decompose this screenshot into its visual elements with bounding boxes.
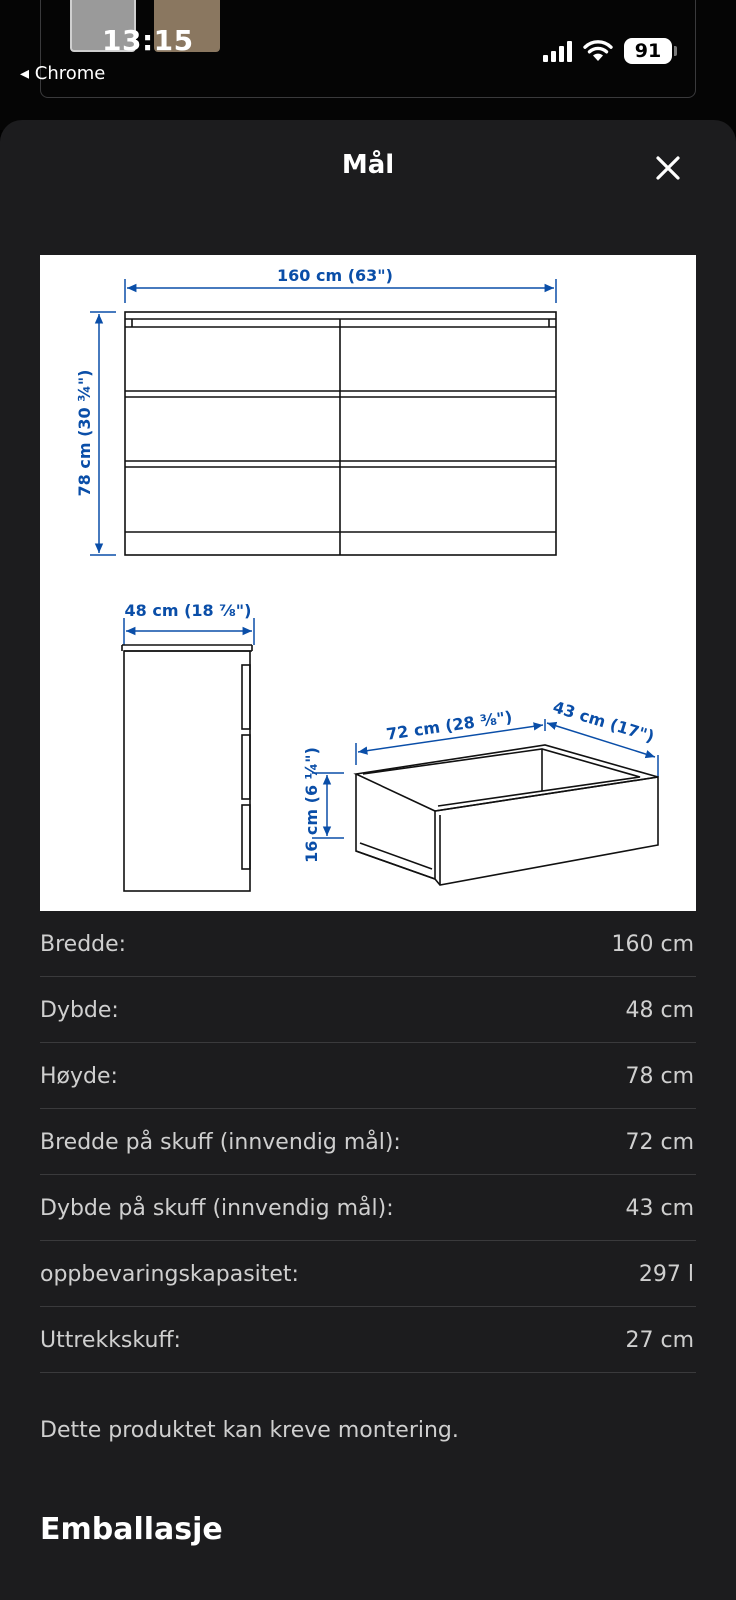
close-icon bbox=[655, 155, 681, 181]
dresser-side-view bbox=[122, 645, 252, 891]
drawer-height-label: 16 cm (6 ¼") bbox=[302, 747, 321, 863]
drawer-depth-label: 43 cm (17") bbox=[550, 697, 657, 747]
spec-value: 48 cm bbox=[625, 998, 694, 1023]
dresser-drawing bbox=[40, 255, 696, 911]
drawer-view bbox=[356, 745, 658, 885]
spec-row-height bbox=[40, 1043, 696, 1109]
battery-icon: 91 bbox=[624, 38, 672, 64]
assembly-note: Dette produktet kan kreve montering. bbox=[40, 1418, 459, 1443]
spec-value: 297 l bbox=[638, 1262, 694, 1287]
dimension-list bbox=[40, 911, 696, 1373]
dimensions-sheet bbox=[0, 120, 736, 1600]
spec-value: 43 cm bbox=[625, 1196, 694, 1221]
sheet-title: Mål bbox=[341, 150, 395, 180]
cellular-signal-icon bbox=[543, 40, 572, 62]
spec-row-storage-capacity bbox=[40, 1241, 696, 1307]
spec-label: Bredde: bbox=[40, 932, 127, 957]
background-page bbox=[0, 0, 736, 130]
status-indicators bbox=[543, 38, 672, 64]
spec-value: 78 cm bbox=[625, 1064, 694, 1089]
wifi-icon bbox=[582, 39, 614, 63]
spec-label: Bredde på skuff (innvendig mål): bbox=[40, 1130, 401, 1155]
dimension-lines bbox=[90, 279, 658, 838]
spec-row-drawer-depth bbox=[40, 1175, 696, 1241]
spec-row-width bbox=[40, 911, 696, 977]
spec-label: Dybde: bbox=[40, 998, 119, 1023]
spec-value: 27 cm bbox=[625, 1328, 694, 1353]
dresser-front-view bbox=[125, 312, 556, 555]
depth-label: 48 cm (18 ⅞") bbox=[124, 601, 252, 620]
spec-row-depth bbox=[40, 977, 696, 1043]
width-label: 160 cm (63") bbox=[277, 266, 393, 285]
spec-value: 72 cm bbox=[625, 1130, 694, 1155]
status-time: 13:15 bbox=[102, 24, 194, 57]
back-to-app-link[interactable]: ◂ Chrome bbox=[20, 63, 106, 84]
spec-label: Dybde på skuff (innvendig mål): bbox=[40, 1196, 394, 1221]
height-label: 78 cm (30 ¾") bbox=[75, 369, 94, 497]
spec-row-pull-out-drawer bbox=[40, 1307, 696, 1373]
drawer-width-label: 72 cm (28 ⅜") bbox=[385, 707, 514, 744]
spec-label: Uttrekkskuff: bbox=[40, 1328, 181, 1353]
packaging-section-title[interactable]: Emballasje bbox=[40, 1512, 223, 1547]
dimension-diagram bbox=[40, 255, 696, 911]
spec-row-drawer-width bbox=[40, 1109, 696, 1175]
close-button[interactable] bbox=[650, 150, 686, 186]
spec-label: oppbevaringskapasitet: bbox=[40, 1262, 299, 1287]
spec-value: 160 cm bbox=[611, 932, 694, 957]
spec-label: Høyde: bbox=[40, 1064, 118, 1089]
